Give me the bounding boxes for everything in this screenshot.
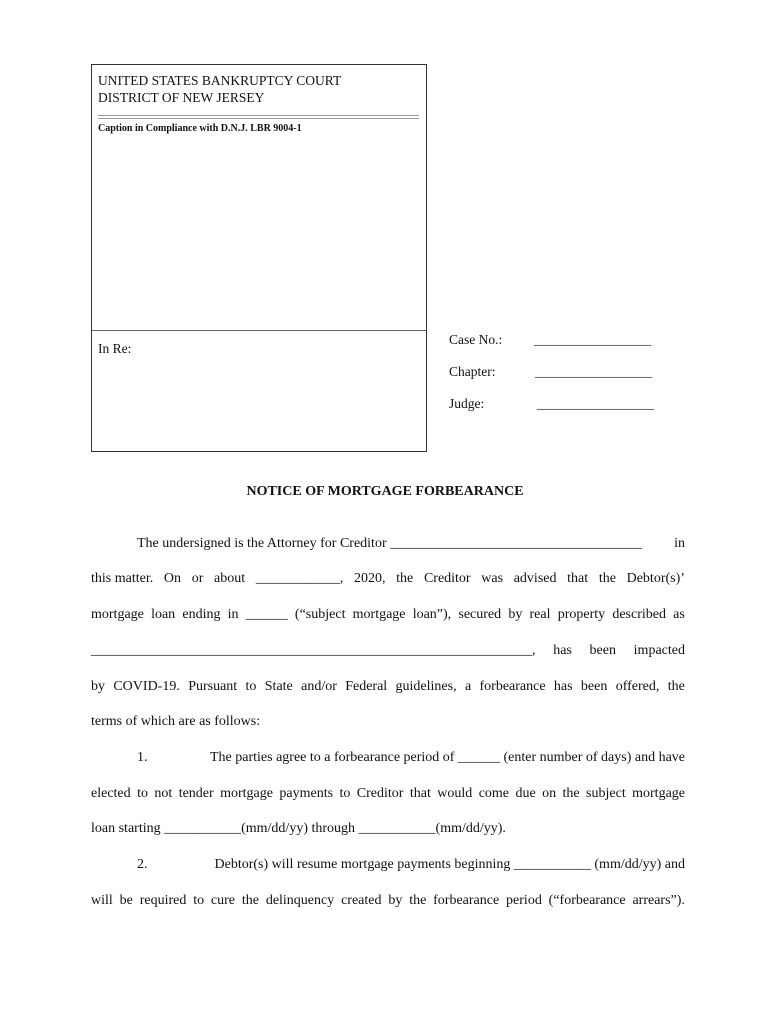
notice-text: advised [513,571,557,586]
notice-text: will [91,893,113,908]
notice-text: the [598,571,616,586]
notice-line [91,571,685,587]
notice-text: by [91,679,105,694]
notice-text: the [241,893,259,908]
notice-text: Creditor [356,786,404,801]
notice-text: by [508,607,523,622]
notice-text: cure [210,893,236,908]
notice-text: come [478,786,510,801]
notice-text: the [667,679,685,694]
notice-text: (“subject [294,607,346,622]
notice-line [91,607,685,623]
caption-box [91,64,427,452]
notice-text: this matter. [91,571,154,586]
notice-text: impacted [633,643,685,658]
notice-title: NOTICE OF MORTGAGE FORBEARANCE [246,484,524,499]
notice-text: required [139,893,187,908]
notice-text: that [567,571,589,586]
court-name: UNITED STATES BANKRUPTCY COURT [98,73,342,88]
notice-text: that [409,786,431,801]
notice-text: 2. [137,857,148,872]
case-no-field[interactable]: __________________ [534,332,651,347]
chapter-label: Chapter: [449,364,496,379]
notice-line [137,857,685,873]
chapter-field[interactable]: __________________ [535,364,652,379]
notice-text: or [191,571,204,586]
notice-text: arrears”). [632,893,685,908]
notice-text: mortgage [632,786,685,801]
notice-text: to [245,679,257,694]
notice-text: Pursuant [188,679,238,694]
notice-text: elected [91,786,131,801]
notice-text: On [163,571,182,586]
notice-text: 1. [137,750,148,765]
notice-text: ending [182,607,221,622]
notice-text: Debtor(s) will resume mortgage payments beginning ___________ (mm/dd/yy) and [214,857,685,872]
notice-text: the [409,893,427,908]
notice-line [137,750,685,766]
notice-text: The parties agree to a forbearance period of ______ (enter number of days) and have [209,750,685,765]
notice-text: Creditor [423,571,471,586]
notice-text: been [589,643,616,658]
court-district: DISTRICT OF NEW JERSEY [98,90,265,105]
notice-text: delinquency [265,893,335,908]
notice-text: a [464,679,472,694]
notice-text: has [553,679,573,694]
notice-text: ____________, [255,571,344,586]
case-no-label: Case No.: [449,332,503,347]
notice-text: forbearance [433,893,500,908]
notice-text: COVID-19. [113,679,180,694]
notice-text: to [339,786,351,801]
notice-text: guidelines, [395,679,457,694]
judge-label: Judge: [449,396,485,411]
notice-text: in [227,607,239,622]
notice-line: terms of which are as follows: [91,714,261,729]
notice-text: (“forbearance [548,893,626,908]
notice-text: not [154,786,173,801]
notice-text: due [515,786,536,801]
notice-text: was [481,571,504,586]
notice-text: loan”), [412,607,452,622]
notice-text: has [553,643,572,658]
notice-text: to [137,786,148,801]
notice-text: secured [458,607,502,622]
notice-text: mortgage [220,786,273,801]
notice-text: ______ [245,607,288,622]
notice-line: loan starting ___________(mm/dd/yy) through ___________(mm/dd/yy). [91,821,506,836]
notice-text: to [193,893,205,908]
notice-text: on [542,786,557,801]
notice-text: would [437,786,473,801]
notice-text: created [341,893,382,908]
notice-text: property [557,607,606,622]
notice-text: the [562,786,580,801]
notice-text: period [506,893,542,908]
caption-divider [98,115,419,119]
notice-line [91,643,685,659]
notice-text: State [264,679,293,694]
notice-text: Federal [345,679,388,694]
notice-text: loan [151,607,176,622]
notice-text: The undersigned is the Attorney for Creditor ____________________________________ [137,536,643,551]
notice-text: _______________________________________________________________, [91,643,536,658]
notice-line [91,786,685,802]
notice-text: in [674,536,685,551]
notice-text: and/or [301,679,337,694]
notice-line [91,893,685,909]
notice-text: offered, [615,679,660,694]
notice-text: the [396,571,414,586]
notice-text: been [580,679,608,694]
notice-text: real [529,607,551,622]
notice-text: Debtor(s)’ [626,571,685,586]
notice-text: mortgage [352,607,406,622]
notice-line [137,536,685,552]
notice-text: 2020, [353,571,386,586]
in-re-divider [92,330,426,331]
notice-text: forbearance [479,679,546,694]
judge-field[interactable]: __________________ [537,396,654,411]
notice-text: by [388,893,403,908]
notice-text: payments [279,786,334,801]
notice-text: tender [178,786,214,801]
notice-text: described [612,607,666,622]
notice-text: about [214,571,246,586]
notice-line [91,679,685,695]
notice-text: be [119,893,133,908]
compliance-note: Caption in Compliance with D.N.J. LBR 9004-1 [98,123,302,134]
notice-text: subject [586,786,626,801]
notice-text: as [673,607,685,622]
in-re-label: In Re: [98,341,132,356]
notice-text: mortgage [91,607,144,622]
